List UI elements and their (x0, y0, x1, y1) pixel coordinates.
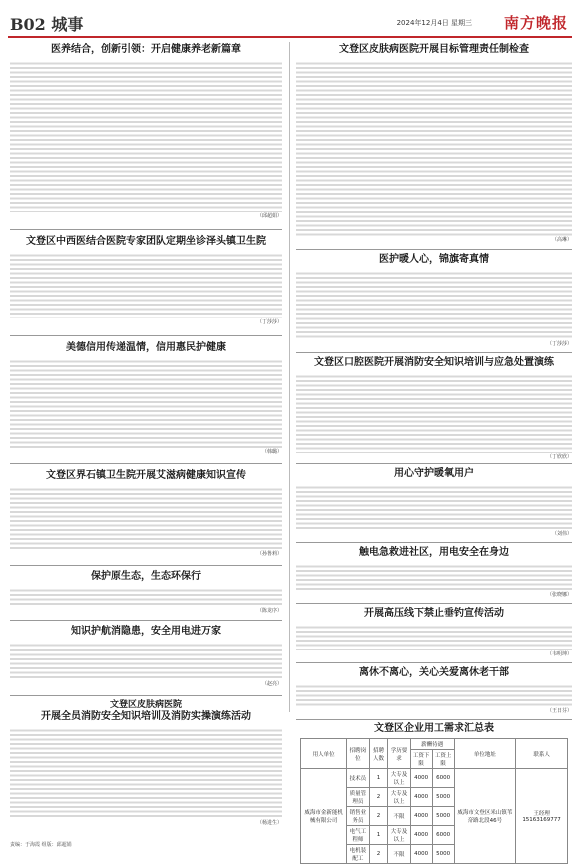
article-10: 文登区口腔医院开展消防安全知识培训与应急处置演练 （丁欣欣） (296, 357, 572, 461)
table-row: 质量管理员 2 大专及以上 4000 5000 (301, 788, 568, 807)
company-cell: 威海市金新能机械有限公司 (301, 769, 347, 864)
article-4: 文登区界石镇卫生院开展艾滋病健康知识宣传 （孙鲁莉） (10, 470, 282, 562)
address-cell: 威海市文登区米山镇苇夼路北段46号 (454, 769, 516, 864)
table-row: 电机装配工 2 不限 4000 5000 (301, 845, 568, 864)
job-table-title: 文登区企业用工需求汇总表 (374, 723, 494, 734)
article-9: 医护暖人心，锦旗寄真情 （丁莎莎） (296, 254, 572, 350)
article-5: 保护原生态，生态环保行 （陈龙序） (10, 571, 282, 617)
masthead (8, 8, 572, 38)
article-13: 开展高压线下禁止垂钓宣传活动 （韦明坤） (296, 608, 572, 660)
table-row: 威海市金新能机械有限公司 技术员 1 大专及以上 4000 6000 威海市文登区米山镇苇夼路北段46号 王经理15163169777 (301, 769, 568, 788)
article-7: 文登区皮肤病医院 开展全员消防安全知识培训及消防实操演练活动 （杨进生） (10, 700, 282, 832)
table-row: 电气工程师 1 大专及以上 4000 6000 (301, 826, 568, 845)
article-6: 知识护航消隐患，安全用电进万家 （赵亮） (10, 626, 282, 692)
article-3: 美德信用传递温情，信用惠民护健康 （韩璐） (10, 342, 282, 460)
article-2: 文登区中西医结合医院专家团队定期坐诊泽头镇卫生院 （丁莎莎） (10, 236, 282, 332)
article-1: 医养结合，创新引领：开启健康养老新篇章 （邱超娟） (10, 44, 282, 226)
page-footer: 责编：于海霞 组版：邱超娟 (10, 842, 72, 848)
table-row: 销售业务员 2 不限 4000 5000 (301, 807, 568, 826)
issue-date: 2024年12月4日 星期三 (396, 19, 472, 27)
article-14: 离休不离心，关心关爱离休老干部 （王日芬） (296, 667, 572, 717)
newspaper-logo: 南方晚报 (503, 14, 568, 32)
article-11: 用心守护暖氧用户 （刘伟） (296, 468, 572, 540)
section-title: B02 城事 (10, 15, 84, 34)
article-12: 触电急救进社区，用电安全在身边 （张晓娜） (296, 547, 572, 601)
job-demand-table: 用人单位 招聘岗位 招聘人数 学历要求 薪酬待遇 单位地址 联系人 工资下限 工资上限 威海市金新能机械有限公司 技术员 1 大专及以上 4000 6000 威海市文登区米山镇苇夼路北段46号 王经理15163169777 质量管理员 2 大专及以上 4000 5000 销售业务员 2 不限 4000 5000 电气工程师 1 大专及以上 4000 6000 电机装配工 2 不限 4000 5000 (300, 738, 568, 864)
article-8: 文登区皮肤病医院开展目标管理责任制检查 （高琳） (296, 44, 572, 246)
contact-cell: 王经理15163169777 (516, 769, 568, 864)
